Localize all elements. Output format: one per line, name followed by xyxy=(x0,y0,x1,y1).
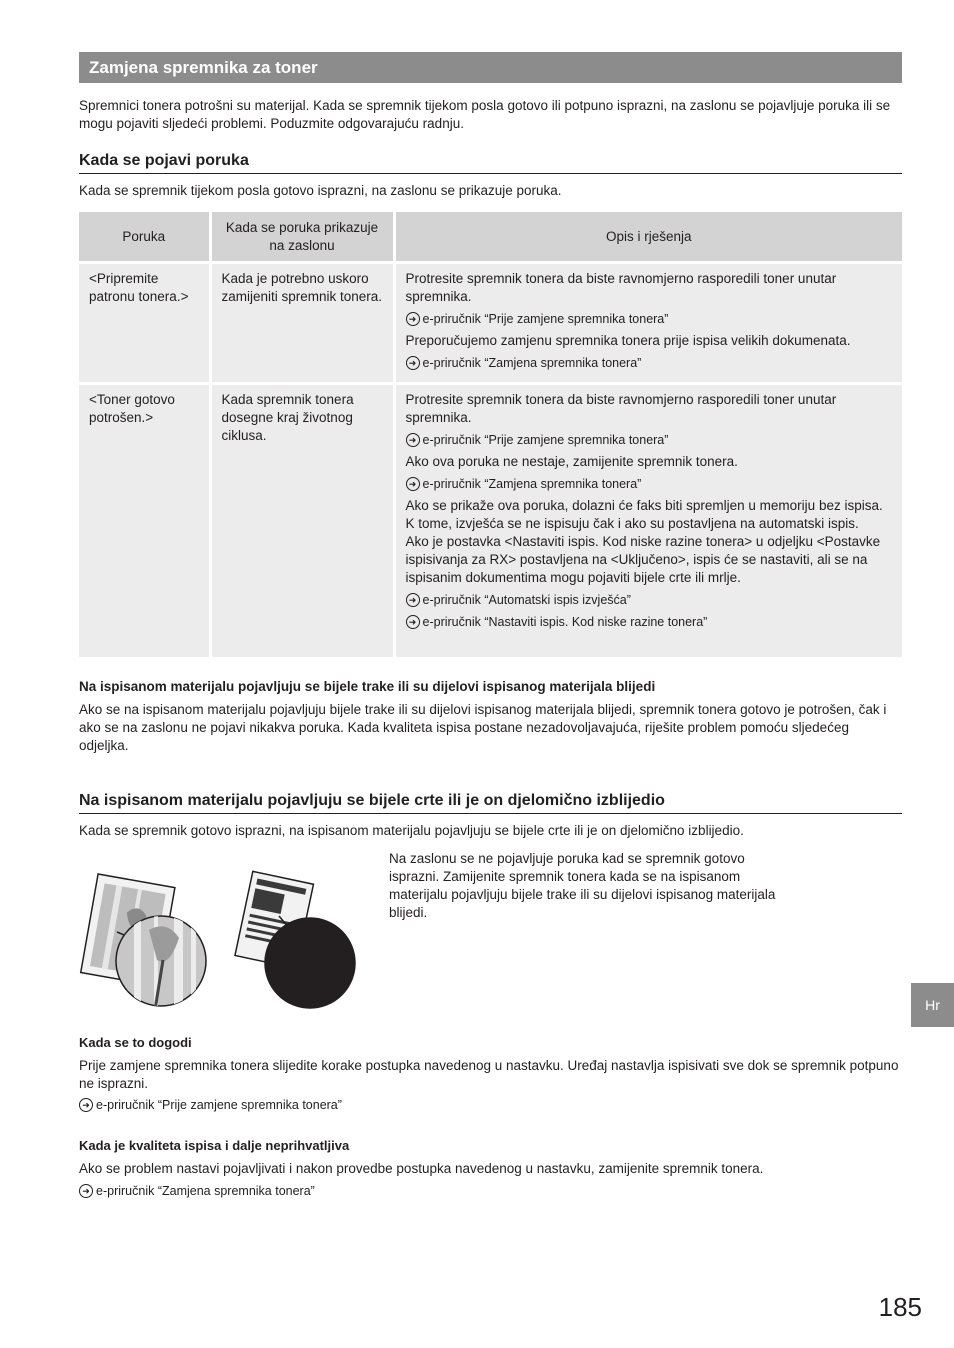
manual-reference[interactable] xyxy=(406,591,893,609)
arrow-circle-icon: ➜ xyxy=(406,615,420,629)
cell-message: <Pripremite patronu tonera.> xyxy=(79,263,210,384)
cell-when: Kada je potrebno uskoro zamijeniti spremnik tonera. xyxy=(210,263,394,384)
description-text: Protresite spremnik tonera da biste ravnomjerno rasporedili toner unutar spremnika. xyxy=(405,271,837,304)
when-text: Prije zamjene spremnika tonera slijedite korake postupka navedenog u nastavku. Uređaj nastavlja ispisivati sve dok se spremnik potpuno ne isprazni. xyxy=(79,1058,899,1091)
manual-reference[interactable] xyxy=(79,1096,342,1114)
message-section-heading: Kada se pojavi poruka xyxy=(79,151,902,174)
reference-label: e-priručnik “Automatski ispis izvješća” xyxy=(422,593,631,607)
cell-when: Kada spremnik tonera dosegne kraj životnog ciklusa. xyxy=(210,384,394,659)
cell-description xyxy=(394,384,902,659)
reference-label: e-priručnik “Prije zamjene spremnika tonera” xyxy=(422,433,669,447)
header-description: Opis i rješenja xyxy=(394,212,902,263)
reference-label: e-priručnik “Prije zamjene spremnika tonera” xyxy=(422,312,669,326)
description-text: Protresite spremnik tonera da biste ravnomjerno rasporedili toner unutar spremnika. xyxy=(405,392,837,425)
section-title: Zamjena spremnika za toner xyxy=(79,52,902,83)
reference-label: e-priručnik “Prije zamjene spremnika tonera” xyxy=(96,1098,342,1112)
reference-label: e-priručnik “Zamjena spremnika tonera” xyxy=(422,356,642,370)
message-table xyxy=(79,212,902,660)
reference-label: e-priručnik “Zamjena spremnika tonera” xyxy=(422,477,642,491)
print-sample-illustration xyxy=(79,870,364,1010)
page-number: 185 xyxy=(878,1292,922,1322)
manual-reference[interactable] xyxy=(79,1182,315,1200)
quality-text: Ako se problem nastavi pojavljivati i nakon provedbe postupka navedenog u nastavku, zamijenite spremnik tonera. xyxy=(79,1161,764,1176)
reference-label: e-priručnik “Nastaviti ispis. Kod niske razine tonera” xyxy=(422,615,708,629)
description-text: Ako je postavka <Nastaviti ispis. Kod niske razine tonera> u odjeljku <Postavke ispisivanja za RX> postavljena na <Uključeno>, ispis će se nastaviti, ali se na ispisanim dokumentima mogu pojaviti bijele crte ili mrlje. xyxy=(405,534,881,585)
arrow-circle-icon: ➜ xyxy=(406,593,420,607)
reference-label: e-priručnik “Zamjena spremnika tonera” xyxy=(96,1184,315,1198)
arrow-circle-icon: ➜ xyxy=(406,312,420,326)
faded-section-heading: Na ispisanom materijalu pojavljuju se bijele crte ili je on djelomično izblijedio xyxy=(79,791,902,814)
manual-reference[interactable] xyxy=(406,475,893,493)
header-message: Poruka xyxy=(79,212,210,263)
header-when: Kada se poruka prikazuje na zaslonu xyxy=(210,212,394,263)
language-tab: Hr xyxy=(911,983,954,1027)
quality-heading: Kada je kvaliteta ispisa i dalje neprihvatljiva xyxy=(79,1138,350,1153)
manual-reference[interactable] xyxy=(406,354,893,372)
streaks-note-text: Ako se na ispisanom materijalu pojavljuju bijele trake ili su dijelovi ispisanog materijala blijedi, spremnik tonera gotovo je potrošen, čak i ako se na zaslonu ne pojavi nikakva poruka. Kada kvaliteta ispisa postane nezadovoljavajuća, riješite problem pomoću sljedećeg odjeljka. xyxy=(79,702,887,753)
cell-description xyxy=(394,263,902,384)
faded-section-intro: Kada se spremnik gotovo isprazni, na ispisanom materijalu pojavljuju se bijele crte ili je on djelomično izblijedio. xyxy=(79,823,744,838)
streaks-note-heading: Na ispisanom materijalu pojavljuju se bijele trake ili su dijelovi ispisanog materijala blijedi xyxy=(79,679,656,694)
description-text: Ako se prikaže ova poruka, dolazni će faks biti spremljen u memoriju bez ispisa. K tome, izvješća se ne ispisuju čak i ako su postavljena na automatski ispis. xyxy=(405,498,883,531)
arrow-circle-icon: ➜ xyxy=(79,1098,93,1112)
cell-message: <Toner gotovo potrošen.> xyxy=(79,384,210,659)
arrow-circle-icon: ➜ xyxy=(406,477,420,491)
arrow-circle-icon: ➜ xyxy=(406,433,420,447)
when-heading: Kada se to dogodi xyxy=(79,1035,192,1050)
description-text: Preporučujemo zamjenu spremnika tonera prije ispisa velikih dokumenata. xyxy=(405,333,851,348)
manual-reference[interactable] xyxy=(406,613,893,631)
table-row xyxy=(79,384,902,659)
intro-text: Spremnici tonera potrošni su materijal. Kada se spremnik tijekom posla gotovo ili potpuno isprazni, na zaslonu se pojavljuje poruka ili se mogu pojaviti sljedeći problemi. Poduzmite odgovarajuću radnju. xyxy=(79,98,891,131)
message-section-intro: Kada se spremnik tijekom posla gotovo isprazni, na zaslonu se prikazuje poruka. xyxy=(79,183,562,198)
description-text: Ako ova poruka ne nestaje, zamijenite spremnik tonera. xyxy=(405,454,738,469)
arrow-circle-icon: ➜ xyxy=(79,1184,93,1198)
table-row xyxy=(79,263,902,384)
manual-reference[interactable] xyxy=(406,431,893,449)
table-header-row xyxy=(79,212,902,263)
arrow-circle-icon: ➜ xyxy=(406,356,420,370)
manual-reference[interactable] xyxy=(406,310,893,328)
faded-side-text: Na zaslonu se ne pojavljuje poruka kad se spremnik gotovo isprazni. Zamijenite spremnik tonera kada se na ispisanom materijalu pojavljuju bijele trake ili su dijelovi ispisanog materijala blijedi. xyxy=(389,851,776,920)
